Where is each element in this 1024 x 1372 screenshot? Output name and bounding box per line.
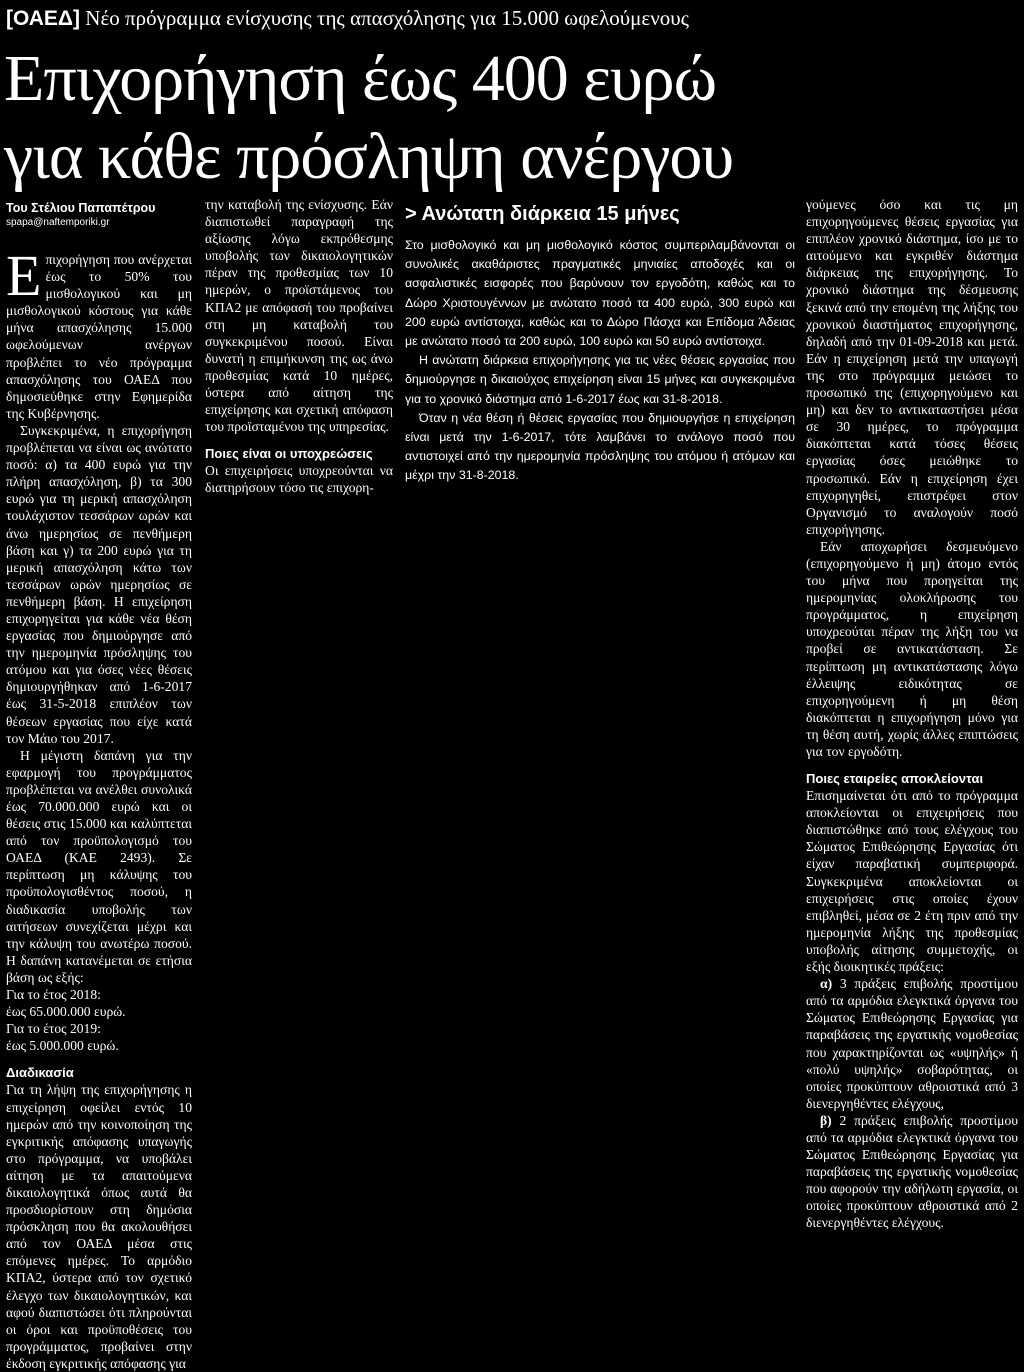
budget-year-2018: Για το έτος 2018: (6, 987, 101, 1003)
list-text-b: 2 πράξεις επιβολής προστίμου από τα αρμόδια ελεγκτικά όργανα του Σώματος Επιθεώρησης Εργασίας για παραβάσεις της εργατικής νομοθεσίας που αφορούν την αδήλωτη εργασία, οι οποίες προκύπτουν αθροιστικά από 2 διενεργηθέντες ελέγχους. (806, 1112, 1018, 1231)
headline (4, 40, 1020, 196)
subheading-procedure: Διαδικασία (6, 1065, 74, 1081)
lead-paragraph-text: πιχορήγηση που ανέρχεται έως το 50% του μισθολογικού και μη μισθολογικού κόστους για κάθε μήνα απασχόλησης 15.000 ωφελούμενων ανέργων προβλέπει το νέο πρόγραμμα απασχόλησης του ΟΑΕΔ που δημοσιεύθηκε στην Εφημερίδα της Κυβέρνησης. (6, 252, 192, 421)
kicker-text: Νέο πρόγραμμα ενίσχυσης της απασχόλησης για 15.000 ωφελούμενους (85, 6, 689, 30)
paragraph: Επισημαίνεται ότι από το πρόγραμμα αποκλείονται οι επιχειρήσεις που διαπιστώθηκε από τους ελέγχους του Σώματος Επιθεώρησης Εργασίας ότι είχαν παραβατική συμπεριφορά. Συγκεκριμένα αποκλείονται οι επιχειρήσεις στις οποίες έχουν επιβληθεί, μέσα σε 2 έτη πριν από την ημερομηνία λήξης της προθεσμίας υποβολής αίτησης συμμετοχής, οι εξής διοικητικές πράξεις: (806, 788, 1018, 975)
budget-year-2019: Για το έτος 2019: (6, 1021, 101, 1037)
sidebar-box (405, 196, 795, 1322)
box-title: > Ανώτατη διάρκεια 15 μήνες (405, 203, 680, 225)
drop-cap: Ε (6, 243, 42, 308)
paragraph: γούμενες όσο και τις μη επιχορηγούμενες θέσεις εργασίας για επιπλέον χρονικό διάστημα, ίσο με το αιτούμενο και εγκριθέν διάστημα διάρκειας της επιχορήγησης. Το χρονικό διάστημα της δέσμευσης ξεκινά από την επομένη της λήξης του χρονικού διαστήματος επιχορήγησης, δηλαδή από την 01-09-2018 και μετά. Εάν η επιχείρηση μετά την υπαγωγή της στο πρόγραμμα μειώσει το προσωπικό της (επιχορηγούμενο και μη) και δεν το αντικαταστήσει μέσα σε 30 ημέρες, το πρόγραμμα διακόπτεται κατά τόσες θέσεις εργασίας όσες μειώθηκε το προσωπικό. Εάν η επιχείρηση έχει επιχορηγηθεί, επιστρέφει στον Οργανισμό το αναλογούν ποσό επιχορήγησης. (806, 197, 1018, 537)
kicker-line (6, 6, 1018, 31)
box-paragraph: Η ανώτατη διάρκεια επιχορήγησης για τις νέες θέσεις εργασίας που δημιούργησε η δικαιούχος επιχείρηση είναι 15 μήνες και συγκεκριμένα για το χρονικό διάστημα από 1-6-2017 έως και 31-8-2018. (405, 353, 795, 406)
byline-author: Του Στέλιου Παπαπέτρου (6, 201, 156, 215)
section-tag: [ΟΑΕΔ] (6, 7, 81, 30)
subheading-obligations: Ποιες είναι οι υποχρεώσεις (205, 446, 373, 462)
paragraph: την καταβολή της ενίσχυσης. Εάν διαπιστωθεί παραγραφή της αξίωσης λόγω εκπρόθεσμης υποβολής των δικαιολογητικών πέραν της προθεσμίας των 10 ημερών, ο προϊστάμενος του ΚΠΑ2 με απόφασή του προβαίνει στη μη καταβολή του συγκεκριμένου ποσού. Είναι δυνατή η επιμήκυνση της ως άνω προθεσμίας κατά 10 ημέρες, ύστερα από αίτηση της επιχείρησης και σχετική απόφαση του προϊσταμένου της υπηρεσίας. (205, 197, 393, 435)
column-2 (205, 196, 393, 1322)
headline-line-2: για κάθε πρόσληψη ανέργου (4, 120, 734, 193)
list-item-b (806, 1112, 1018, 1232)
list-label-b: β) (820, 1112, 832, 1128)
list-item-a (806, 975, 1018, 1112)
paragraph: Συγκεκριμένα, η επιχορήγηση προβλέπεται να είναι ως ανώτατο ποσό: α) τα 400 ευρώ για την πλήρη απασχόληση, β) τα 300 ευρώ για τη μερική απασχόληση τουλάχιστον τεσσάρων ωρών και άνω ημερησίως σε πενθήμερη βάση και γ) τα 200 ευρώ για τη μερική απασχόληση κάτω των τεσσάρων ωρών ημερησίως σε πενθήμερη βάση. Η επιχείρηση επιχορηγείται για κάθε νέα θέση εργασίας που δημιούργησε από την ημερομηνία πρόσληψης του ατόμου και για όσες νέες θέσεις δημιουργήθηκαν από 1-6-2017 έως 31-5-2018 επιπλέον των θέσεων εργασίας που είχε κατά τον Μάιο του 2017. (6, 422, 192, 746)
list-label-a: α) (820, 976, 833, 992)
budget-year-2018-value: έως 65.000.000 ευρώ. (6, 1004, 126, 1020)
headline-line-1: Επιχορήγηση έως 400 ευρώ (4, 42, 717, 115)
budget-year-2019-value: έως 5.000.000 ευρώ. (6, 1038, 119, 1054)
paragraph: Η μέγιστη δαπάνη για την εφαρμογή του προγράμματος προβλέπεται να ανέλθει συνολικά έως 70.000.000 ευρώ και οι θέσεις στις 15.000 και καλύπτεται από τον προϋπολογισμό του ΟΑΕΔ (ΚΑΕ 2493). Σε περίπτωση μη κάλυψης του προϋπολογισθέντος ποσού, η διαδικασία υποβολής των αιτήσεων συνεχίζεται μέχρι και την κάλυψη του ανωτέρω ποσού. Η δαπάνη κατανέμεται σε ετήσια βάση ως εξής: (6, 747, 192, 985)
box-paragraph: Όταν η νέα θέση ή θέσεις εργασίας που δημιουργήσε η επιχείρηση είναι μετά την 1-6-2017, τότε λαμβάνει το ανάλογο ποσό που αντιστοιχεί από την ημερομηνία πρόσληψης του ατόμου ή ατόμων και μέχρι την 31-8-2018. (405, 410, 795, 483)
paragraph: Εάν αποχωρήσει δεσμευόμενο (επιχορηγούμενο ή μη) άτομο εντός του μήνα που προηγείται της ημερομηνίας ολοκλήρωσης του προγράμματος, η επιχείρηση υποχρεούται πέραν της λήξη του να προβεί σε αντικατάσταση. Σε περίπτωση μη αντικατάστασης λόγω έλλειψης ειδικότητας σε επιχορηγούμενη ή μη θέση διακόπτεται η επιχορήγηση μόνο για τη θέση αυτή, χωρίς άλλες επιπτώσεις για τον εργοδότη. (806, 538, 1018, 759)
box-paragraph: Στο μισθολογικό και μη μισθολογικό κόστος συμπεριλαμβάνονται οι συνολικές ακαθάριστες πραγματικές μηνιαίες αποδοχές και οι ασφαλιστικές εισφορές που βαρύνουν τον εργοδότη, καθώς και το Δώρο Χριστουγέννων με ανώτατο ποσό τα 400 ευρώ, 300 ευρώ και 200 ευρώ αντίστοιχα, καθώς και το Δώρο Πάσχα και Επίδομα Άδειας με ανώτατο ποσό τα 200 ευρώ, 100 ευρώ και 50 ευρώ αντίστοιχα. (405, 238, 795, 349)
list-text-a: 3 πράξεις επιβολής προστίμου από τα αρμόδια ελεγκτικά όργανα του Σώματος Επιθεώρησης Εργασίας για παραβάσεις της εργατικής νομοθεσίας που χαρακτηρίζονται ως «υψηλής» ή «πολύ υψηλής» σοβαρότητας, οι οποίες προκύπτουν αθροιστικά από 3 διενεργηθέντες ελέγχους, (806, 976, 1018, 1111)
lead-paragraph (6, 243, 192, 422)
column-1 (6, 200, 192, 1371)
paragraph: Για τη λήψη της επιχορήγησης η επιχείρηση οφείλει εντός 10 ημερών από την κοινοποίηση της εγκριτικής απόφασης υπαγωγής στο πρόγραμμα, να υποβάλει αίτηση με τα απαιτούμενα δικαιολογητικά όπως αυτά θα προσδιορίστουν στη δημόσια πρόσκληση που θα ακολουθήσει από τον ΟΑΕΔ μέσα στις επόμενες ημέρες. Το αρμόδιο ΚΠΑ2, ύστερα από τον σχετικό έλεγχο των δικαιολογητικών, και αφού διαπιστώσει ότι πληρούνται οι όροι και προϋποθέσεις του προγράμματος, προβαίνει στην έκδοση εγκριτικής απόφασης για (6, 1082, 192, 1371)
byline-email[interactable]: spapa@naftemporiki.gr (6, 217, 110, 228)
paragraph: Οι επιχειρήσεις υποχρεούνται να διατηρήσουν τόσο τις επιχορη- (205, 463, 393, 496)
subheading-excluded-companies: Ποιες εταιρείες αποκλείονται (806, 771, 984, 787)
column-4 (806, 196, 1018, 1322)
